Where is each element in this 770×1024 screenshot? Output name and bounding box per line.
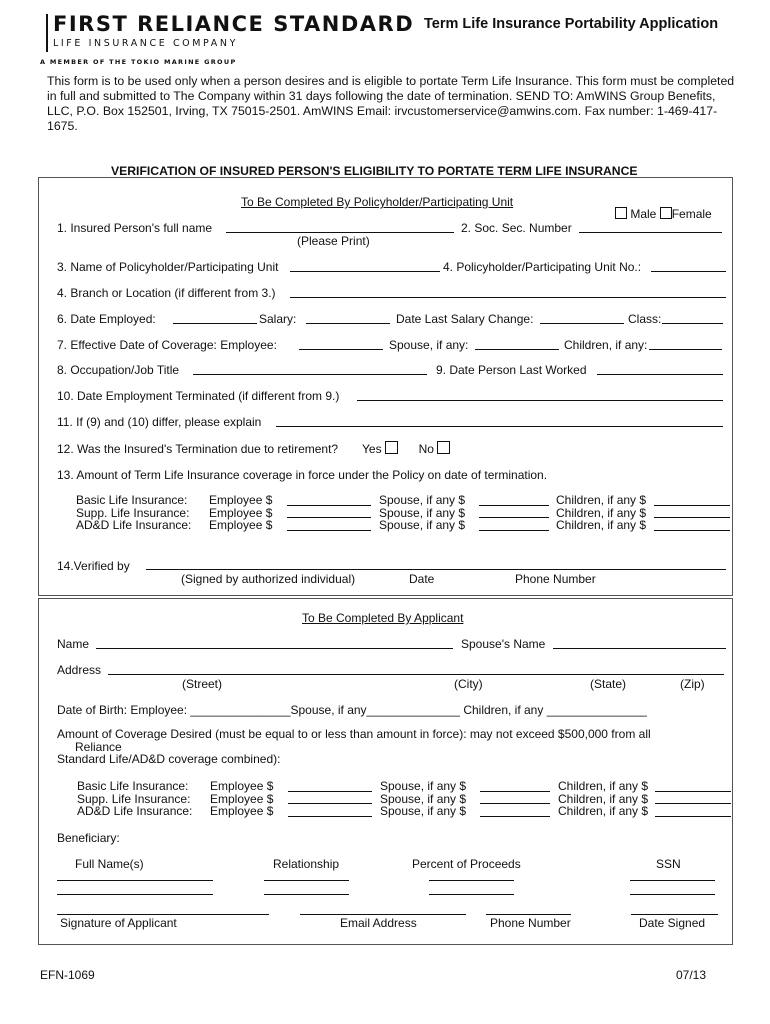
spouse-name-field[interactable]	[553, 648, 726, 649]
s1-basic-spouse-field[interactable]	[479, 505, 549, 506]
s1-basic-children-field[interactable]	[654, 505, 730, 506]
employee-label: Employee $	[209, 493, 273, 507]
revision-date: 07/13	[676, 968, 707, 982]
col-relationship: Relationship	[273, 857, 340, 871]
q2-field[interactable]	[579, 232, 722, 233]
children-label: Children, if any $	[558, 791, 649, 806]
s2-add-children-field[interactable]	[655, 816, 731, 817]
s1-add-spouse-field[interactable]	[479, 530, 549, 531]
email-field[interactable]	[300, 914, 466, 915]
employee-label: Employee $	[209, 505, 273, 520]
children-label: Children, if any $	[556, 505, 647, 520]
spouse-label: Spouse, if any $	[379, 505, 466, 520]
children-label: Children, if any $	[556, 493, 647, 507]
beneficiary-ssn-field[interactable]	[630, 894, 715, 895]
employee-label: Employee $	[210, 779, 274, 793]
male-label: Male	[630, 207, 657, 221]
s1-supp-children-field[interactable]	[654, 517, 730, 518]
s2-add-employee-field[interactable]	[288, 816, 372, 817]
signature-caption: Signature of Applicant	[60, 916, 177, 930]
s2-coverage-spouse	[380, 780, 466, 818]
q11-label: 11. If (9) and (10) differ, please explain	[57, 415, 262, 429]
coverage-row-label: AD&D Life Insurance:	[77, 804, 193, 818]
state-caption: (State)	[590, 677, 627, 691]
street-caption: (Street)	[182, 677, 223, 691]
s2-basic-spouse-field[interactable]	[480, 791, 550, 792]
s1-coverage-employee	[209, 494, 272, 532]
city-caption: (City)	[454, 677, 483, 691]
beneficiary-percent-field[interactable]	[429, 894, 514, 895]
q6-salary-field[interactable]	[306, 323, 390, 324]
email-caption: Email Address	[340, 916, 417, 930]
intro-text: This form is to be used only when a person desires and is eligible to portate Term Life Insurance. This form must be completed in full and submitted to The Company within 31 days following the date of termination. SEND TO: AmWINS Group Benefits, LLC, P.O. Box 152501, Irving, TX 75015-2501. AmWINS Email: irvcustomerservice@amwins.com. Fax number: 1-469-417-1675.	[47, 74, 735, 133]
no-label: No	[418, 442, 434, 456]
q3-field[interactable]	[290, 271, 440, 272]
col-full-name: Full Name(s)	[75, 857, 144, 871]
q1-note: (Please Print)	[297, 234, 370, 248]
q9-label: 9. Date Person Last Worked	[436, 363, 587, 377]
s1-basic-employee-field[interactable]	[287, 505, 371, 506]
coverage-row-label: AD&D Life Insurance:	[76, 518, 192, 532]
spouse-name-label: Spouse's Name	[461, 637, 546, 651]
coverage-row-label: Supp. Life Insurance:	[76, 505, 190, 520]
date-signed-caption: Date Signed	[639, 916, 706, 930]
s1-supp-employee-field[interactable]	[287, 517, 371, 518]
dob-line: Date of Birth: Employee: _______________Spouse, if any______________ Children, if any _______________	[57, 703, 647, 717]
section2-border	[38, 598, 733, 945]
beneficiary-label: Beneficiary:	[57, 831, 120, 845]
date-signed-field[interactable]	[631, 914, 718, 915]
col-ssn: SSN	[656, 857, 681, 871]
company-logo: FIRST RELIANCE STANDARD	[53, 12, 415, 36]
q7-spouse-field[interactable]	[475, 349, 559, 350]
phone-caption: Phone Number	[490, 916, 571, 930]
q1-label: 1. Insured Person's full name	[57, 221, 213, 235]
q13-label: 13. Amount of Term Life Insurance coverage in force under the Policy on date of termination.	[57, 468, 548, 482]
q9-field[interactable]	[597, 374, 723, 375]
q11-field[interactable]	[276, 426, 723, 427]
q6-label: 6. Date Employed:	[57, 312, 156, 326]
s2-basic-employee-field[interactable]	[288, 791, 372, 792]
spouse-label: Spouse, if any $	[380, 804, 467, 818]
q6-date-field[interactable]	[173, 323, 257, 324]
q1-field[interactable]	[226, 232, 454, 233]
yes-checkbox[interactable]	[385, 441, 398, 454]
company-logo-subtitle: LIFE INSURANCE COMPANY	[53, 38, 238, 49]
q12-label: 12. Was the Insured's Termination due to retirement?	[57, 442, 339, 456]
q6-change-field[interactable]	[540, 323, 624, 324]
q4-label: 4. Policyholder/Participating Unit No.:	[443, 260, 642, 274]
s2-coverage-children	[558, 780, 648, 818]
logo-bar	[46, 14, 48, 52]
section1-heading: VERIFICATION OF INSURED PERSON'S ELIGIBILITY TO PORTATE TERM LIFE INSURANCE	[111, 164, 638, 178]
q14-signature-field[interactable]	[146, 569, 726, 570]
q7-spouse-label: Spouse, if any:	[389, 338, 469, 352]
q4-field[interactable]	[651, 271, 726, 272]
q6-class-label: Class:	[628, 312, 662, 326]
q8-label: 8. Occupation/Job Title	[57, 363, 180, 377]
q2-label: 2. Soc. Sec. Number	[461, 221, 572, 235]
spouse-label: Spouse, if any $	[379, 493, 466, 507]
beneficiary-ssn-field[interactable]	[630, 880, 715, 881]
q7-employee-field[interactable]	[299, 349, 383, 350]
s1-add-employee-field[interactable]	[287, 530, 371, 531]
s1-coverage-spouse	[379, 494, 465, 532]
name-field[interactable]	[96, 648, 453, 649]
q10-field[interactable]	[357, 400, 723, 401]
s2-basic-children-field[interactable]	[655, 791, 731, 792]
spouse-label: Spouse, if any $	[379, 518, 466, 532]
coverage-row-label: Basic Life Insurance:	[76, 493, 188, 507]
q6-class-field[interactable]	[662, 323, 723, 324]
amount-desired-line2: Reliance	[75, 740, 122, 754]
form-id: EFN-1069	[40, 968, 95, 982]
children-label: Children, if any $	[556, 518, 647, 532]
amount-desired-line3: Standard Life/AD&D coverage combined):	[57, 752, 281, 766]
q7-label: 7. Effective Date of Coverage: Employee:	[57, 338, 277, 352]
zip-caption: (Zip)	[680, 677, 705, 691]
section1-border	[38, 177, 733, 596]
form-title: Term Life Insurance Portability Application	[424, 16, 719, 32]
company-logo-tagline: A MEMBER OF THE TOKIO MARINE GROUP	[40, 58, 237, 66]
s1-add-children-field[interactable]	[654, 530, 730, 531]
address-label: Address	[57, 663, 102, 677]
spouse-label: Spouse, if any $	[380, 779, 467, 793]
gender-selector	[615, 207, 712, 221]
s2-supp-employee-field[interactable]	[288, 803, 372, 804]
spouse-label: Spouse, if any $	[380, 791, 467, 806]
q14-date-caption: Date	[409, 572, 435, 586]
coverage-row-label: Basic Life Insurance:	[77, 779, 189, 793]
q7-children-label: Children, if any:	[564, 338, 648, 352]
q4b-field[interactable]	[290, 297, 726, 298]
children-label: Children, if any $	[558, 779, 649, 793]
q6-salary-label: Salary:	[259, 312, 297, 326]
beneficiary-name-field[interactable]	[57, 880, 213, 881]
q12-options	[362, 441, 450, 456]
s2-add-spouse-field[interactable]	[480, 816, 550, 817]
beneficiary-percent-field[interactable]	[429, 880, 514, 881]
signature-field[interactable]	[57, 914, 269, 915]
employee-label: Employee $	[209, 518, 273, 532]
address-field[interactable]	[108, 674, 724, 675]
beneficiary-relationship-field[interactable]	[264, 894, 349, 895]
coverage-row-label: Supp. Life Insurance:	[77, 791, 191, 806]
section2-subheading: To Be Completed By Applicant	[302, 611, 464, 625]
section1-subheading: To Be Completed By Policyholder/Participating Unit	[241, 195, 514, 209]
s1-supp-spouse-field[interactable]	[479, 517, 549, 518]
q3-label: 3. Name of Policyholder/Participating Unit	[57, 260, 279, 274]
q14-signed-caption: (Signed by authorized individual)	[181, 572, 356, 586]
employee-label: Employee $	[210, 804, 274, 818]
female-label: Female	[671, 207, 712, 221]
s1-coverage-children	[556, 494, 646, 532]
q6-change-label: Date Last Salary Change:	[396, 312, 534, 326]
q4b-label: 4. Branch or Location (if different from 3.)	[57, 286, 276, 300]
q8-field[interactable]	[193, 374, 427, 375]
s2-coverage-labels	[77, 780, 192, 818]
s2-coverage-employee	[210, 780, 273, 818]
q14-label: 14.Verified by	[57, 559, 130, 573]
q7-children-field[interactable]	[649, 349, 722, 350]
amount-desired-line1: Amount of Coverage Desired (must be equal to or less than amount in force): may not exceed $500,000 from all	[57, 727, 651, 741]
s1-coverage-labels	[76, 494, 191, 532]
q10-label: 10. Date Employment Terminated (if different from 9.)	[57, 389, 340, 403]
male-checkbox[interactable]	[615, 207, 627, 219]
beneficiary-name-field[interactable]	[57, 894, 213, 895]
s2-supp-children-field[interactable]	[655, 803, 731, 804]
s2-supp-spouse-field[interactable]	[480, 803, 550, 804]
col-percent: Percent of Proceeds	[412, 857, 521, 871]
name-label: Name	[57, 637, 90, 651]
no-checkbox[interactable]	[437, 441, 450, 454]
q14-phone-caption: Phone Number	[515, 572, 596, 586]
children-label: Children, if any $	[558, 804, 649, 818]
yes-label: Yes	[362, 442, 382, 456]
beneficiary-relationship-field[interactable]	[264, 880, 349, 881]
female-checkbox[interactable]	[660, 207, 672, 219]
employee-label: Employee $	[210, 791, 274, 806]
phone-field[interactable]	[486, 914, 571, 915]
